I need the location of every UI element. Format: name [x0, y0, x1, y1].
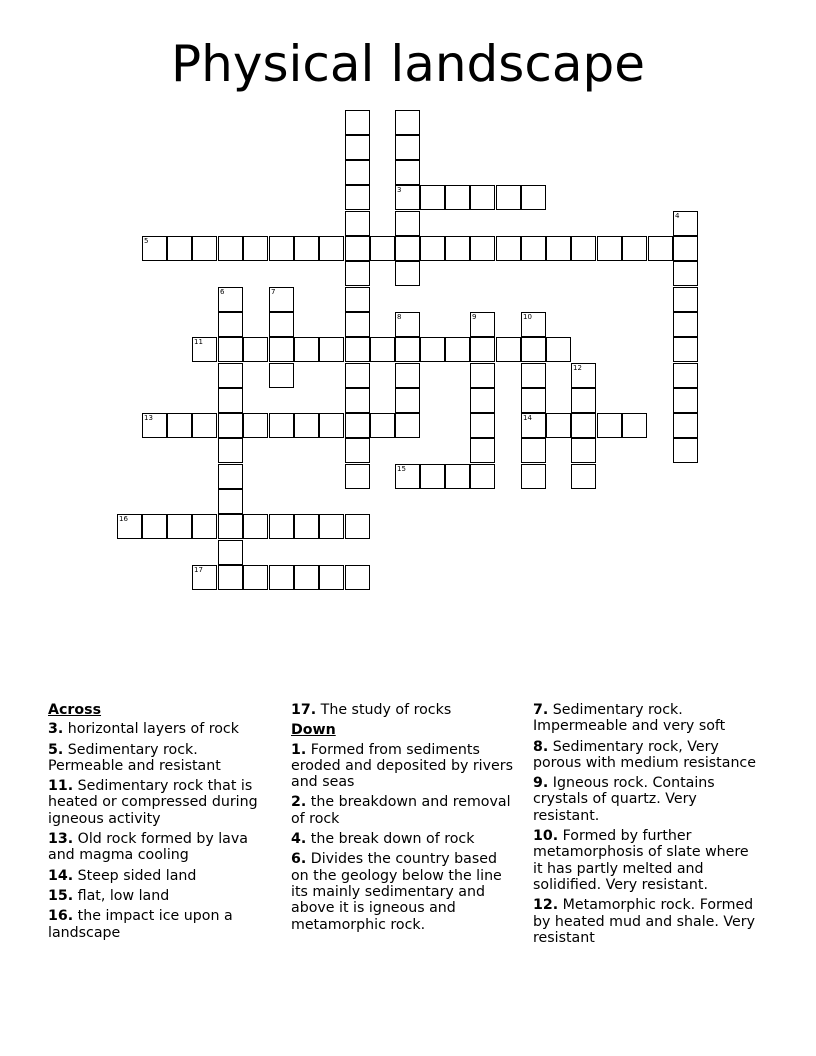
grid-cell[interactable] [622, 413, 647, 438]
grid-cell[interactable] [218, 388, 243, 413]
grid-cell[interactable] [345, 211, 370, 236]
grid-cell[interactable] [546, 236, 571, 261]
grid-cell[interactable] [319, 236, 344, 261]
cell-number: 11 [194, 338, 203, 346]
grid-cell[interactable] [521, 438, 546, 463]
grid-cell[interactable] [167, 413, 192, 438]
clue-across-3: 3. horizontal layers of rock [48, 721, 239, 738]
grid-cell[interactable] [345, 438, 370, 463]
grid-cell[interactable] [319, 337, 344, 362]
grid-cell[interactable] [192, 565, 217, 590]
grid-cell[interactable] [395, 312, 420, 337]
cell-number: 17 [194, 566, 203, 574]
grid-cell[interactable] [319, 514, 344, 539]
grid-cell[interactable] [345, 312, 370, 337]
clue-down-2: 2. the breakdown and removal of rock [291, 794, 511, 827]
cell-number: 15 [397, 465, 406, 473]
grid-cell[interactable] [395, 464, 420, 489]
grid-cell[interactable] [345, 261, 370, 286]
grid-cell[interactable] [269, 287, 294, 312]
grid-cell[interactable] [470, 363, 495, 388]
grid-cell[interactable] [294, 514, 319, 539]
grid-cell[interactable] [395, 135, 420, 160]
grid-cell[interactable] [345, 135, 370, 160]
grid-cell[interactable] [370, 337, 395, 362]
cell-number: 4 [675, 212, 680, 220]
grid-cell[interactable] [395, 363, 420, 388]
grid-cell[interactable] [395, 185, 420, 210]
grid-cell[interactable] [445, 236, 470, 261]
grid-cell[interactable] [571, 438, 596, 463]
grid-cell[interactable] [496, 337, 521, 362]
page-title: Physical landscape [171, 35, 645, 93]
grid-cell[interactable] [673, 236, 698, 261]
grid-cell[interactable] [345, 236, 370, 261]
grid-cell[interactable] [218, 363, 243, 388]
grid-cell[interactable] [345, 337, 370, 362]
grid-cell[interactable] [319, 565, 344, 590]
grid-cell[interactable] [269, 337, 294, 362]
down-heading: Down [291, 722, 336, 739]
grid-cell[interactable] [571, 236, 596, 261]
clue-down-9: 9. Igneous rock. Contains crystals of quartz. Very resistant. [533, 775, 715, 824]
grid-cell[interactable] [521, 464, 546, 489]
grid-cell[interactable] [192, 514, 217, 539]
cell-number: 3 [397, 186, 402, 194]
grid-cell[interactable] [571, 464, 596, 489]
clue-down-4: 4. the break down of rock [291, 831, 475, 848]
cell-number: 14 [523, 414, 532, 422]
cell-number: 12 [573, 364, 582, 372]
grid-cell[interactable] [521, 413, 546, 438]
grid-cell[interactable] [395, 388, 420, 413]
cell-number: 5 [144, 237, 149, 245]
grid-cell[interactable] [470, 236, 495, 261]
grid-cell[interactable] [673, 438, 698, 463]
grid-cell[interactable] [218, 337, 243, 362]
clue-column-3 [533, 702, 761, 950]
clue-across-17: 17. The study of rocks [291, 702, 452, 718]
grid-cell[interactable] [218, 236, 243, 261]
grid-cell[interactable] [345, 514, 370, 539]
grid-cell[interactable] [521, 236, 546, 261]
cell-number: 13 [144, 414, 153, 422]
grid-cell[interactable] [673, 388, 698, 413]
grid-cell[interactable] [470, 438, 495, 463]
grid-cell[interactable] [445, 464, 470, 489]
grid-cell[interactable] [420, 185, 445, 210]
clue-down-8: 8. Sedimentary rock, Very porous with medium resistance [533, 738, 756, 771]
grid-cell[interactable] [395, 236, 420, 261]
grid-cell[interactable] [395, 110, 420, 135]
grid-cell[interactable] [673, 312, 698, 337]
clue-down-6: 6. Divides the country based on the geology below the line its mainly sedimentary and above it is igneous and metamorphic rock. [291, 851, 502, 933]
cell-number: 7 [271, 288, 276, 296]
grid-cell[interactable] [319, 413, 344, 438]
grid-cell[interactable] [345, 287, 370, 312]
grid-cell[interactable] [243, 337, 268, 362]
grid-cell[interactable] [521, 185, 546, 210]
grid-cell[interactable] [269, 565, 294, 590]
clue-down-1: 1. Formed from sediments eroded and deposited by rivers and seas [291, 741, 513, 791]
grid-cell[interactable] [345, 363, 370, 388]
grid-cell[interactable] [167, 236, 192, 261]
grid-cell[interactable] [571, 388, 596, 413]
clue-column-1 [48, 702, 276, 945]
grid-cell[interactable] [445, 185, 470, 210]
grid-cell[interactable] [521, 337, 546, 362]
grid-cell[interactable] [218, 287, 243, 312]
clue-across-11: 11. Sedimentary rock that is heated or compressed during igneous activity [48, 778, 258, 827]
clue-down-10: 10. Formed by further metamorphosis of slate where it has partly melted and solidified. Very resistant. [533, 828, 749, 893]
grid-cell[interactable] [345, 388, 370, 413]
grid-cell[interactable] [294, 565, 319, 590]
clue-across-5: 5. Sedimentary rock. Permeable and resistant [48, 741, 221, 774]
grid-cell[interactable] [345, 413, 370, 438]
grid-cell[interactable] [470, 185, 495, 210]
grid-cell[interactable] [571, 363, 596, 388]
grid-cell[interactable] [243, 565, 268, 590]
grid-cell[interactable] [142, 514, 167, 539]
grid-cell[interactable] [597, 236, 622, 261]
grid-cell[interactable] [345, 464, 370, 489]
grid-cell[interactable] [345, 110, 370, 135]
grid-cell[interactable] [521, 312, 546, 337]
clue-across-14: 14. Steep sided land [48, 867, 197, 884]
grid-cell[interactable] [546, 337, 571, 362]
grid-cell[interactable] [395, 413, 420, 438]
grid-cell[interactable] [142, 413, 167, 438]
grid-cell[interactable] [345, 185, 370, 210]
grid-cell[interactable] [521, 388, 546, 413]
grid-cell[interactable] [218, 540, 243, 565]
grid-cell[interactable] [269, 363, 294, 388]
grid-cell[interactable] [673, 363, 698, 388]
grid-cell[interactable] [673, 287, 698, 312]
grid-cell[interactable] [192, 413, 217, 438]
grid-cell[interactable] [294, 337, 319, 362]
grid-cell[interactable] [420, 464, 445, 489]
grid-cell[interactable] [269, 236, 294, 261]
grid-cell[interactable] [395, 337, 420, 362]
clue-across-16: 16. the impact ice upon a landscape [48, 908, 233, 941]
grid-cell[interactable] [546, 413, 571, 438]
clue-across-15: 15. flat, low land [48, 887, 170, 904]
grid-cell[interactable] [218, 489, 243, 514]
grid-cell[interactable] [192, 337, 217, 362]
grid-cell[interactable] [648, 236, 673, 261]
grid-cell[interactable] [673, 413, 698, 438]
grid-cell[interactable] [571, 413, 596, 438]
grid-cell[interactable] [622, 236, 647, 261]
grid-cell[interactable] [294, 236, 319, 261]
cell-number: 16 [119, 515, 128, 523]
grid-cell[interactable] [269, 413, 294, 438]
grid-cell[interactable] [470, 464, 495, 489]
grid-cell[interactable] [395, 211, 420, 236]
grid-cell[interactable] [470, 312, 495, 337]
clue-down-12: 12. Metamorphic rock. Formed by heated mud and shale. Very resistant [533, 897, 755, 946]
grid-cell[interactable] [395, 261, 420, 286]
grid-cell[interactable] [218, 438, 243, 463]
grid-cell[interactable] [597, 413, 622, 438]
clue-down-7: 7. Sedimentary rock. Impermeable and very soft [533, 702, 726, 735]
grid-cell[interactable] [470, 388, 495, 413]
grid-cell[interactable] [167, 514, 192, 539]
grid-cell[interactable] [117, 514, 142, 539]
grid-cell[interactable] [673, 337, 698, 362]
grid-cell[interactable] [269, 514, 294, 539]
grid-cell[interactable] [496, 185, 521, 210]
grid-cell[interactable] [294, 413, 319, 438]
grid-cell[interactable] [269, 312, 294, 337]
grid-cell[interactable] [218, 312, 243, 337]
cell-number: 8 [397, 313, 402, 321]
grid-cell[interactable] [496, 236, 521, 261]
grid-cell[interactable] [521, 363, 546, 388]
grid-cell[interactable] [218, 413, 243, 438]
clue-column-2 [291, 702, 519, 937]
cell-number: 6 [220, 288, 225, 296]
grid-cell[interactable] [243, 514, 268, 539]
cell-number: 10 [523, 313, 532, 321]
grid-cell[interactable] [370, 413, 395, 438]
grid-cell[interactable] [420, 236, 445, 261]
grid-cell[interactable] [243, 413, 268, 438]
grid-cell[interactable] [673, 211, 698, 236]
grid-cell[interactable] [192, 236, 217, 261]
grid-cell[interactable] [243, 236, 268, 261]
grid-cell[interactable] [218, 565, 243, 590]
grid-cell[interactable] [445, 337, 470, 362]
grid-cell[interactable] [142, 236, 167, 261]
grid-cell[interactable] [470, 337, 495, 362]
grid-cell[interactable] [420, 337, 445, 362]
grid-cell[interactable] [370, 236, 395, 261]
grid-cell[interactable] [345, 565, 370, 590]
cell-number: 9 [472, 313, 477, 321]
grid-cell[interactable] [673, 261, 698, 286]
grid-cell[interactable] [218, 514, 243, 539]
grid-cell[interactable] [345, 160, 370, 185]
across-heading: Across [48, 702, 102, 718]
grid-cell[interactable] [470, 413, 495, 438]
grid-cell[interactable] [395, 160, 420, 185]
clue-across-13: 13. Old rock formed by lava and magma cooling [48, 831, 248, 864]
grid-cell[interactable] [218, 464, 243, 489]
